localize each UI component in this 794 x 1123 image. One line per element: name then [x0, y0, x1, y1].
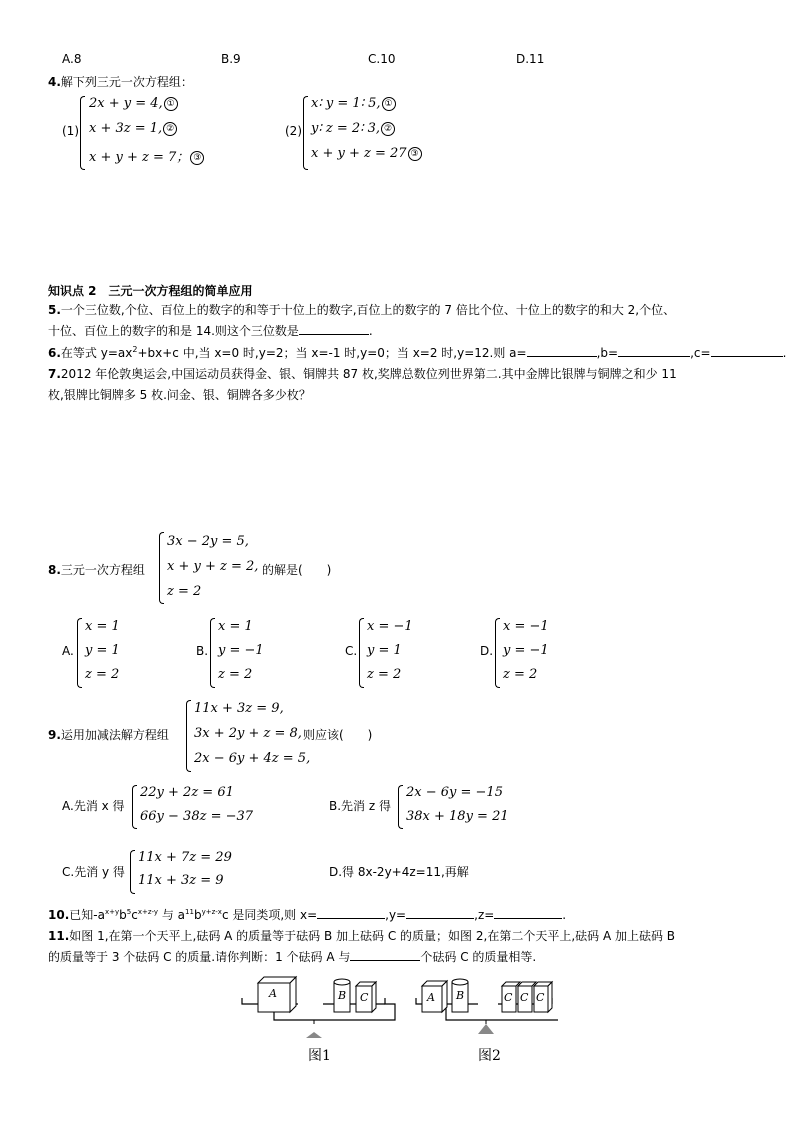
brace	[77, 618, 82, 688]
equation: 11x + 3z = 9,	[194, 701, 284, 716]
q9-option-a-label: A.先消 x 得	[62, 799, 125, 813]
balance-figure	[240, 970, 558, 1068]
weight-c-label: C	[520, 991, 529, 1004]
question-11-line-2: 的质量等于 3 个砝码 C 的质量.请你判断：1 个砝码 A 与 个砝码 C 的质量相等.	[48, 950, 537, 964]
brace	[398, 785, 403, 829]
brace	[159, 532, 164, 604]
answer-blank-c[interactable]	[711, 356, 783, 357]
answer-blank-z[interactable]	[494, 918, 562, 919]
option-b-row: z = 2	[218, 667, 253, 682]
option-b-label: B.	[196, 644, 209, 658]
figure-1-caption: 图1	[308, 1048, 331, 1064]
option-a-row: y = 1	[85, 643, 120, 658]
equation: 2x + y = 4, ①	[89, 96, 178, 111]
weight-c-label: C	[504, 991, 513, 1004]
question-4	[48, 73, 193, 90]
balance-diagram	[240, 970, 558, 1068]
option-d-row: x = −1	[503, 619, 549, 634]
question-8-suffix: 的解是( )	[262, 563, 332, 577]
equation: x + 3z = 1, ②	[89, 121, 177, 136]
answer-blank-a[interactable]	[527, 356, 597, 357]
option-d-row: y = −1	[503, 643, 549, 658]
equation: x + y + z = 7； ③	[89, 146, 204, 165]
question-8: 8.三元一次方程组	[48, 563, 145, 577]
q3-option-c: C.10	[368, 52, 396, 66]
weight-b-label: B	[338, 989, 347, 1002]
equation: 3x + 2y + z = 8,	[194, 726, 302, 741]
question-10: 10.已知$-a^{x+y}b^5c^{x+z-y}$ 与 $a^{11}b^{y+z-x}c$ 是同类项,则 x= ,y= ,z= .	[48, 908, 567, 922]
brace	[303, 96, 308, 170]
answer-blank[interactable]	[350, 960, 420, 961]
system-1-label: (1)	[62, 124, 79, 138]
equation: x + y + z = 2,	[167, 559, 259, 574]
question-number: 4.	[48, 75, 61, 89]
weight-a-label: A	[269, 987, 277, 1000]
q9-option-a-row: 22y + 2z = 61	[140, 785, 234, 800]
equation: x∶ y = 1∶ 5, ①	[311, 96, 396, 111]
question-text: 解下列三元一次方程组：	[60, 75, 193, 89]
question-9: 9.运用加减法解方程组	[48, 728, 169, 742]
option-a-row: z = 2	[85, 667, 120, 682]
option-b-row: y = −1	[218, 643, 264, 658]
q9-option-b-row: 2x − 6y = −15	[406, 785, 503, 800]
q9-option-c-row: 11x + 7z = 29	[138, 850, 232, 865]
answer-blank-b[interactable]	[618, 356, 690, 357]
balance-2	[416, 979, 558, 1034]
brace	[186, 700, 191, 772]
q9-option-a-row: 66y − 38z = −37	[140, 809, 254, 824]
q3-option-d: D.11	[516, 52, 545, 66]
equation: y∶ z = 2∶ 3, ②	[311, 121, 395, 136]
q9-option-b-label: B.先消 z 得	[329, 799, 391, 813]
equation: 3x − 2y = 5,	[167, 534, 249, 549]
brace	[359, 618, 364, 688]
question-7-line-1: 7.2012 年伦敦奥运会,中国运动员获得金、银、铜牌共 87 枚,奖牌总数位列世界第二.其中金牌比银牌与铜牌之和少 11	[48, 367, 677, 381]
brace	[132, 785, 137, 829]
option-a-row: x = 1	[85, 619, 120, 634]
question-7-line-2: 枚,银牌比铜牌多 5 枚.问金、银、铜牌各多少枚？	[48, 388, 311, 402]
question-5-line-2: 十位、百位上的数字的和是 14.则这个三位数是 .	[48, 324, 373, 338]
question-11-line-1: 11.如图 1,在第一个天平上,砝码 A 的质量等于砝码 B 加上砝码 C 的质量；如图 2,在第二个天平上,砝码 A 加上砝码 B	[48, 929, 676, 943]
answer-blank[interactable]	[299, 334, 369, 335]
equation: z = 2	[167, 584, 202, 599]
section-heading: 知识点 2 三元一次方程组的简单应用	[48, 284, 253, 298]
answer-blank-y[interactable]	[406, 918, 474, 919]
option-c-row: z = 2	[367, 667, 402, 682]
q9-option-d-label: D.得 8x-2y+4z=11,再解	[329, 865, 469, 879]
system-2-label: (2)	[285, 124, 302, 138]
brace	[210, 618, 215, 688]
option-d-label: D.	[480, 644, 494, 658]
question-9-suffix: 则应该( )	[303, 728, 373, 742]
brace	[80, 96, 85, 170]
option-c-row: x = −1	[367, 619, 413, 634]
option-c-row: y = 1	[367, 643, 402, 658]
option-c-label: C.	[345, 644, 358, 658]
weight-a-label: A	[427, 991, 435, 1004]
weight-b-label: B	[456, 989, 465, 1002]
equation: 2x − 6y + 4z = 5,	[194, 751, 311, 766]
weight-c-label: C	[536, 991, 545, 1004]
q3-option-b: B.9	[221, 52, 241, 66]
q9-option-b-row: 38x + 18y = 21	[406, 809, 509, 824]
option-a-label: A.	[62, 644, 74, 658]
balance-1	[242, 977, 395, 1038]
brace	[495, 618, 500, 688]
option-d-row: z = 2	[503, 667, 538, 682]
option-b-row: x = 1	[218, 619, 253, 634]
question-5-line-1: 5.一个三位数,个位、百位上的数字的和等于十位上的数字,百位上的数字的 7 倍比个位、十位上的数字的和大 2,个位、	[48, 303, 676, 317]
weight-c-label: C	[360, 991, 369, 1004]
brace	[130, 850, 135, 894]
equation: x + y + z = 27 ③	[311, 146, 422, 161]
answer-blank-x[interactable]	[317, 918, 385, 919]
q3-option-a: A.8	[62, 52, 82, 66]
q9-option-c-row: 11x + 3z = 9	[138, 873, 224, 888]
figure-2-caption: 图2	[478, 1048, 501, 1064]
q9-option-c-label: C.先消 y 得	[62, 865, 125, 879]
question-6: 6.在等式 $y=ax^2+bx+c$ 中,当 x=0 时,y=2；当 x=-1 时,y=0；当 x=2 时,y=12.则 a= ,b= ,c= .	[48, 345, 787, 360]
